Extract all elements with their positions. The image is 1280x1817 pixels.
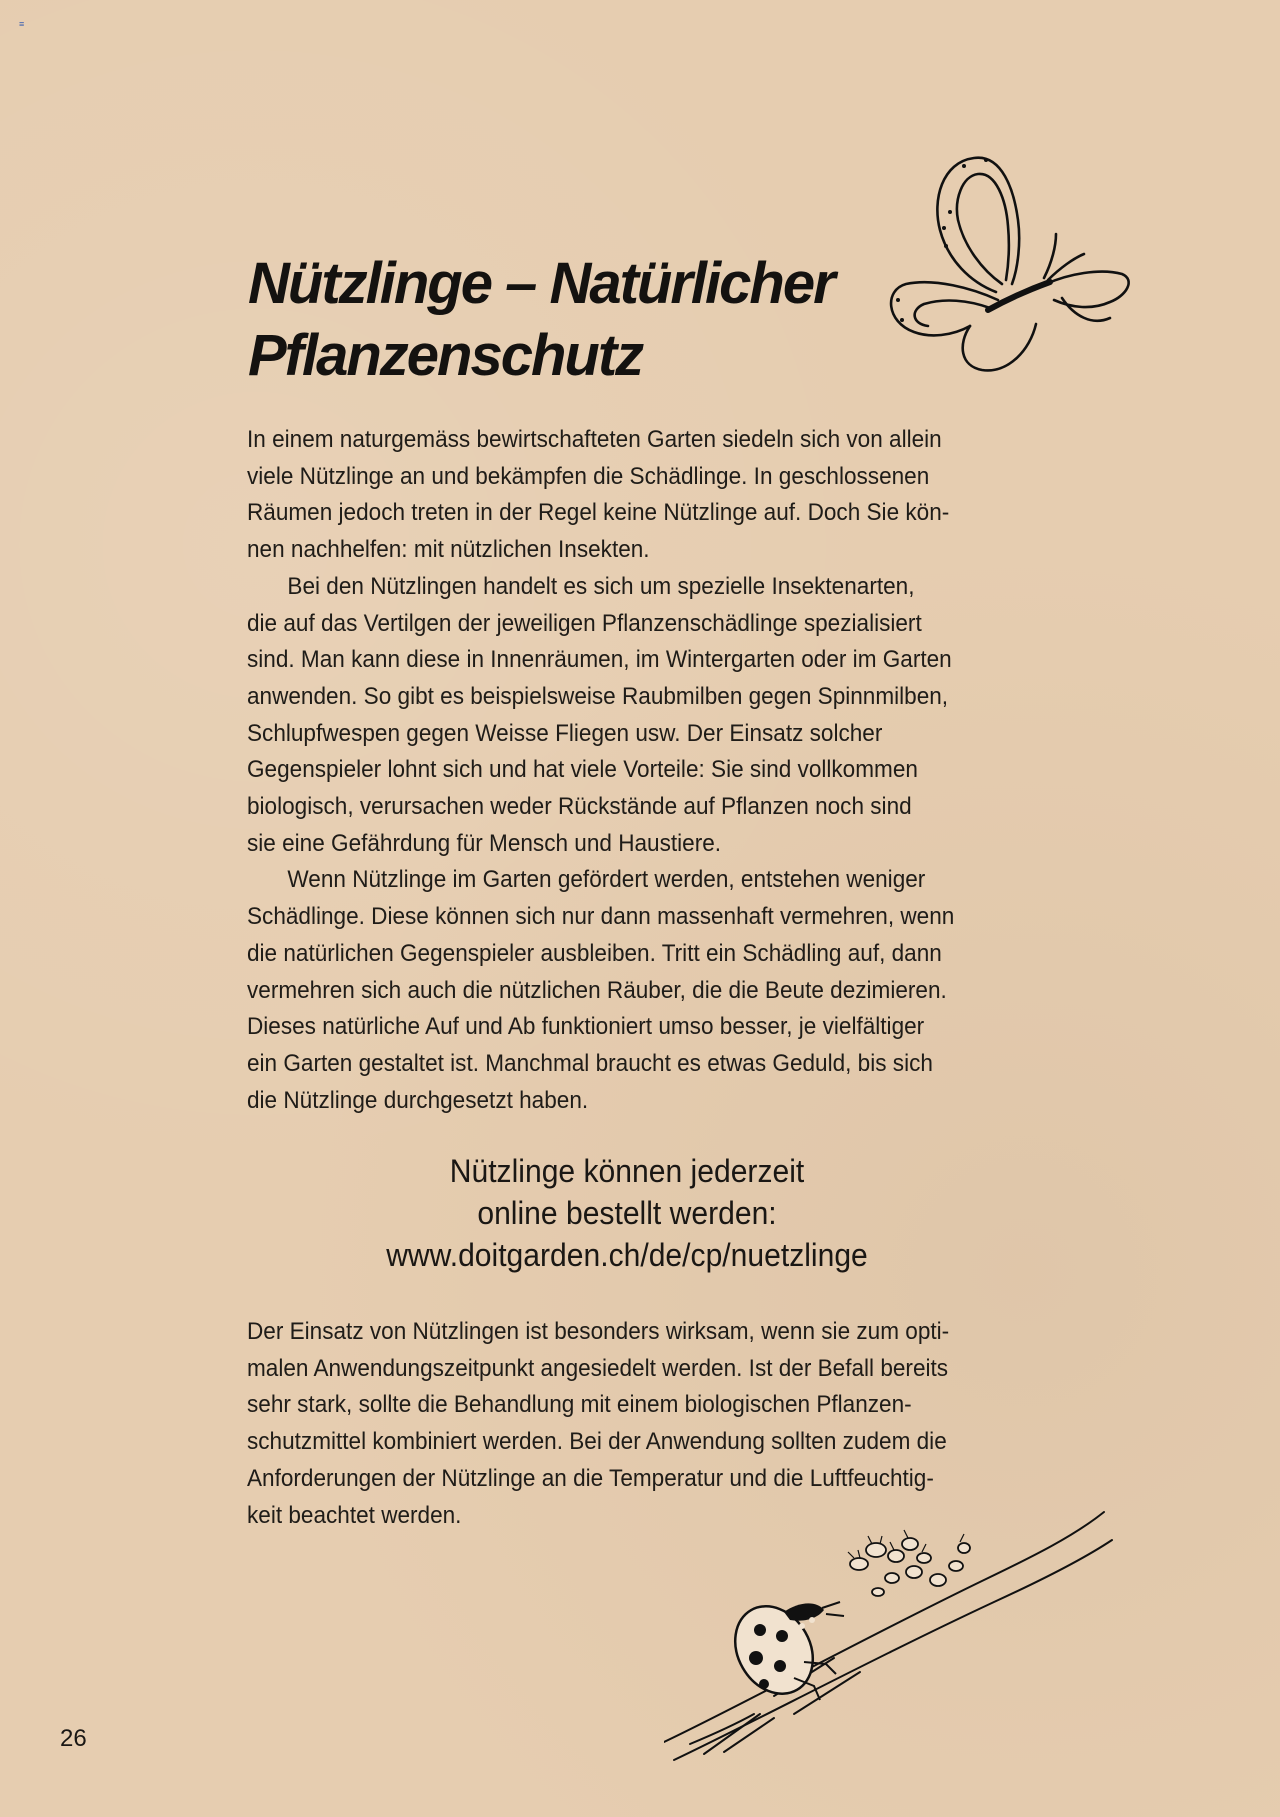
callout-url[interactable]: www.doitgarden.ch/de/cp/nuetzlinge [386, 1237, 868, 1273]
page-number: 26 [60, 1725, 87, 1752]
text-line: sie eine Gefährdung für Mensch und Haustiere. [247, 829, 722, 857]
ladybug-on-twig-illustration [664, 1508, 1118, 1770]
text-line: biologisch, verursachen weder Rückstände auf Pflanzen noch sind [247, 793, 912, 821]
text-line: In einem naturgemäss bewirtschafteten Garten siedeln sich von allein [247, 426, 942, 453]
corner-menu-mark: ≡ [19, 19, 25, 29]
text-line: die Nützlinge durchgesetzt haben. [247, 1086, 589, 1114]
callout-line: Nützlinge können jederzeit [449, 1153, 805, 1189]
text-line: Räumen jedoch treten in der Regel keine Nützlinge auf. Doch Sie kön- [247, 499, 950, 527]
intro-text [247, 422, 961, 1119]
paragraph-1 [247, 422, 961, 569]
text-line: schutzmittel kombiniert werden. Bei der Anwendung sollten zudem die [247, 1428, 947, 1456]
text-line: Schlupfwespen gegen Weisse Fliegen usw. Der Einsatz solcher [247, 719, 883, 747]
text-line: Schädlinge. Diese können sich nur dann massenhaft vermehren, wenn [247, 903, 955, 931]
text-line: die auf das Vertilgen der jeweiligen Pflanzenschädlinge spezialisiert [247, 609, 922, 637]
text-line: ein Garten gestaltet ist. Manchmal braucht es etwas Geduld, bis sich [247, 1049, 933, 1077]
page-title [248, 248, 888, 392]
text-line: sind. Man kann diese in Innenräumen, im Wintergarten oder im Garten [247, 646, 952, 674]
paragraph-3 [247, 862, 961, 1119]
paragraph-4 [247, 1314, 961, 1534]
title-line: Nützlinge – Natürlicher [248, 251, 834, 316]
text-line: anwenden. So gibt es beispielsweise Raubmilben gegen Spinnmilben, [247, 682, 949, 710]
paragraph-2 [247, 569, 961, 863]
text-line: Anforderungen der Nützlinge an die Temperatur und die Luftfeuchtig- [247, 1464, 934, 1492]
text-line: malen Anwendungszeitpunkt angesiedelt werden. Ist der Befall bereits [247, 1354, 949, 1382]
text-line: Gegenspieler lohnt sich und hat viele Vorteile: Sie sind vollkommen [247, 756, 918, 784]
outro-text [247, 1314, 961, 1534]
text-line: die natürlichen Gegenspieler ausbleiben. Tritt ein Schädling auf, dann [247, 939, 942, 967]
butterfly-illustration [878, 150, 1138, 382]
title-line: Pflanzenschutz [248, 323, 643, 388]
text-line: vermehren sich auch die nützlichen Räuber, die die Beute dezimieren. [247, 976, 947, 1004]
text-line: Wenn Nützlinge im Garten gefördert werden, entstehen weniger [287, 866, 926, 894]
text-line: nen nachhelfen: mit nützlichen Insekten. [247, 536, 650, 564]
text-line: viele Nützlinge an und bekämpfen die Schädlinge. In geschlossenen [247, 462, 930, 490]
order-online-callout [320, 1150, 935, 1276]
text-line: sehr stark, sollte die Behandlung mit einem biologischen Pflanzen- [247, 1391, 912, 1419]
text-line: Bei den Nützlingen handelt es sich um spezielle Insektenarten, [287, 572, 915, 600]
text-line: Der Einsatz von Nützlingen ist besonders wirksam, wenn sie zum opti- [247, 1318, 950, 1345]
callout-line: online bestellt werden: [477, 1195, 777, 1231]
text-line: keit beachtet werden. [247, 1501, 462, 1529]
text-line: Dieses natürliche Auf und Ab funktioniert umso besser, je vielfältiger [247, 1013, 925, 1041]
